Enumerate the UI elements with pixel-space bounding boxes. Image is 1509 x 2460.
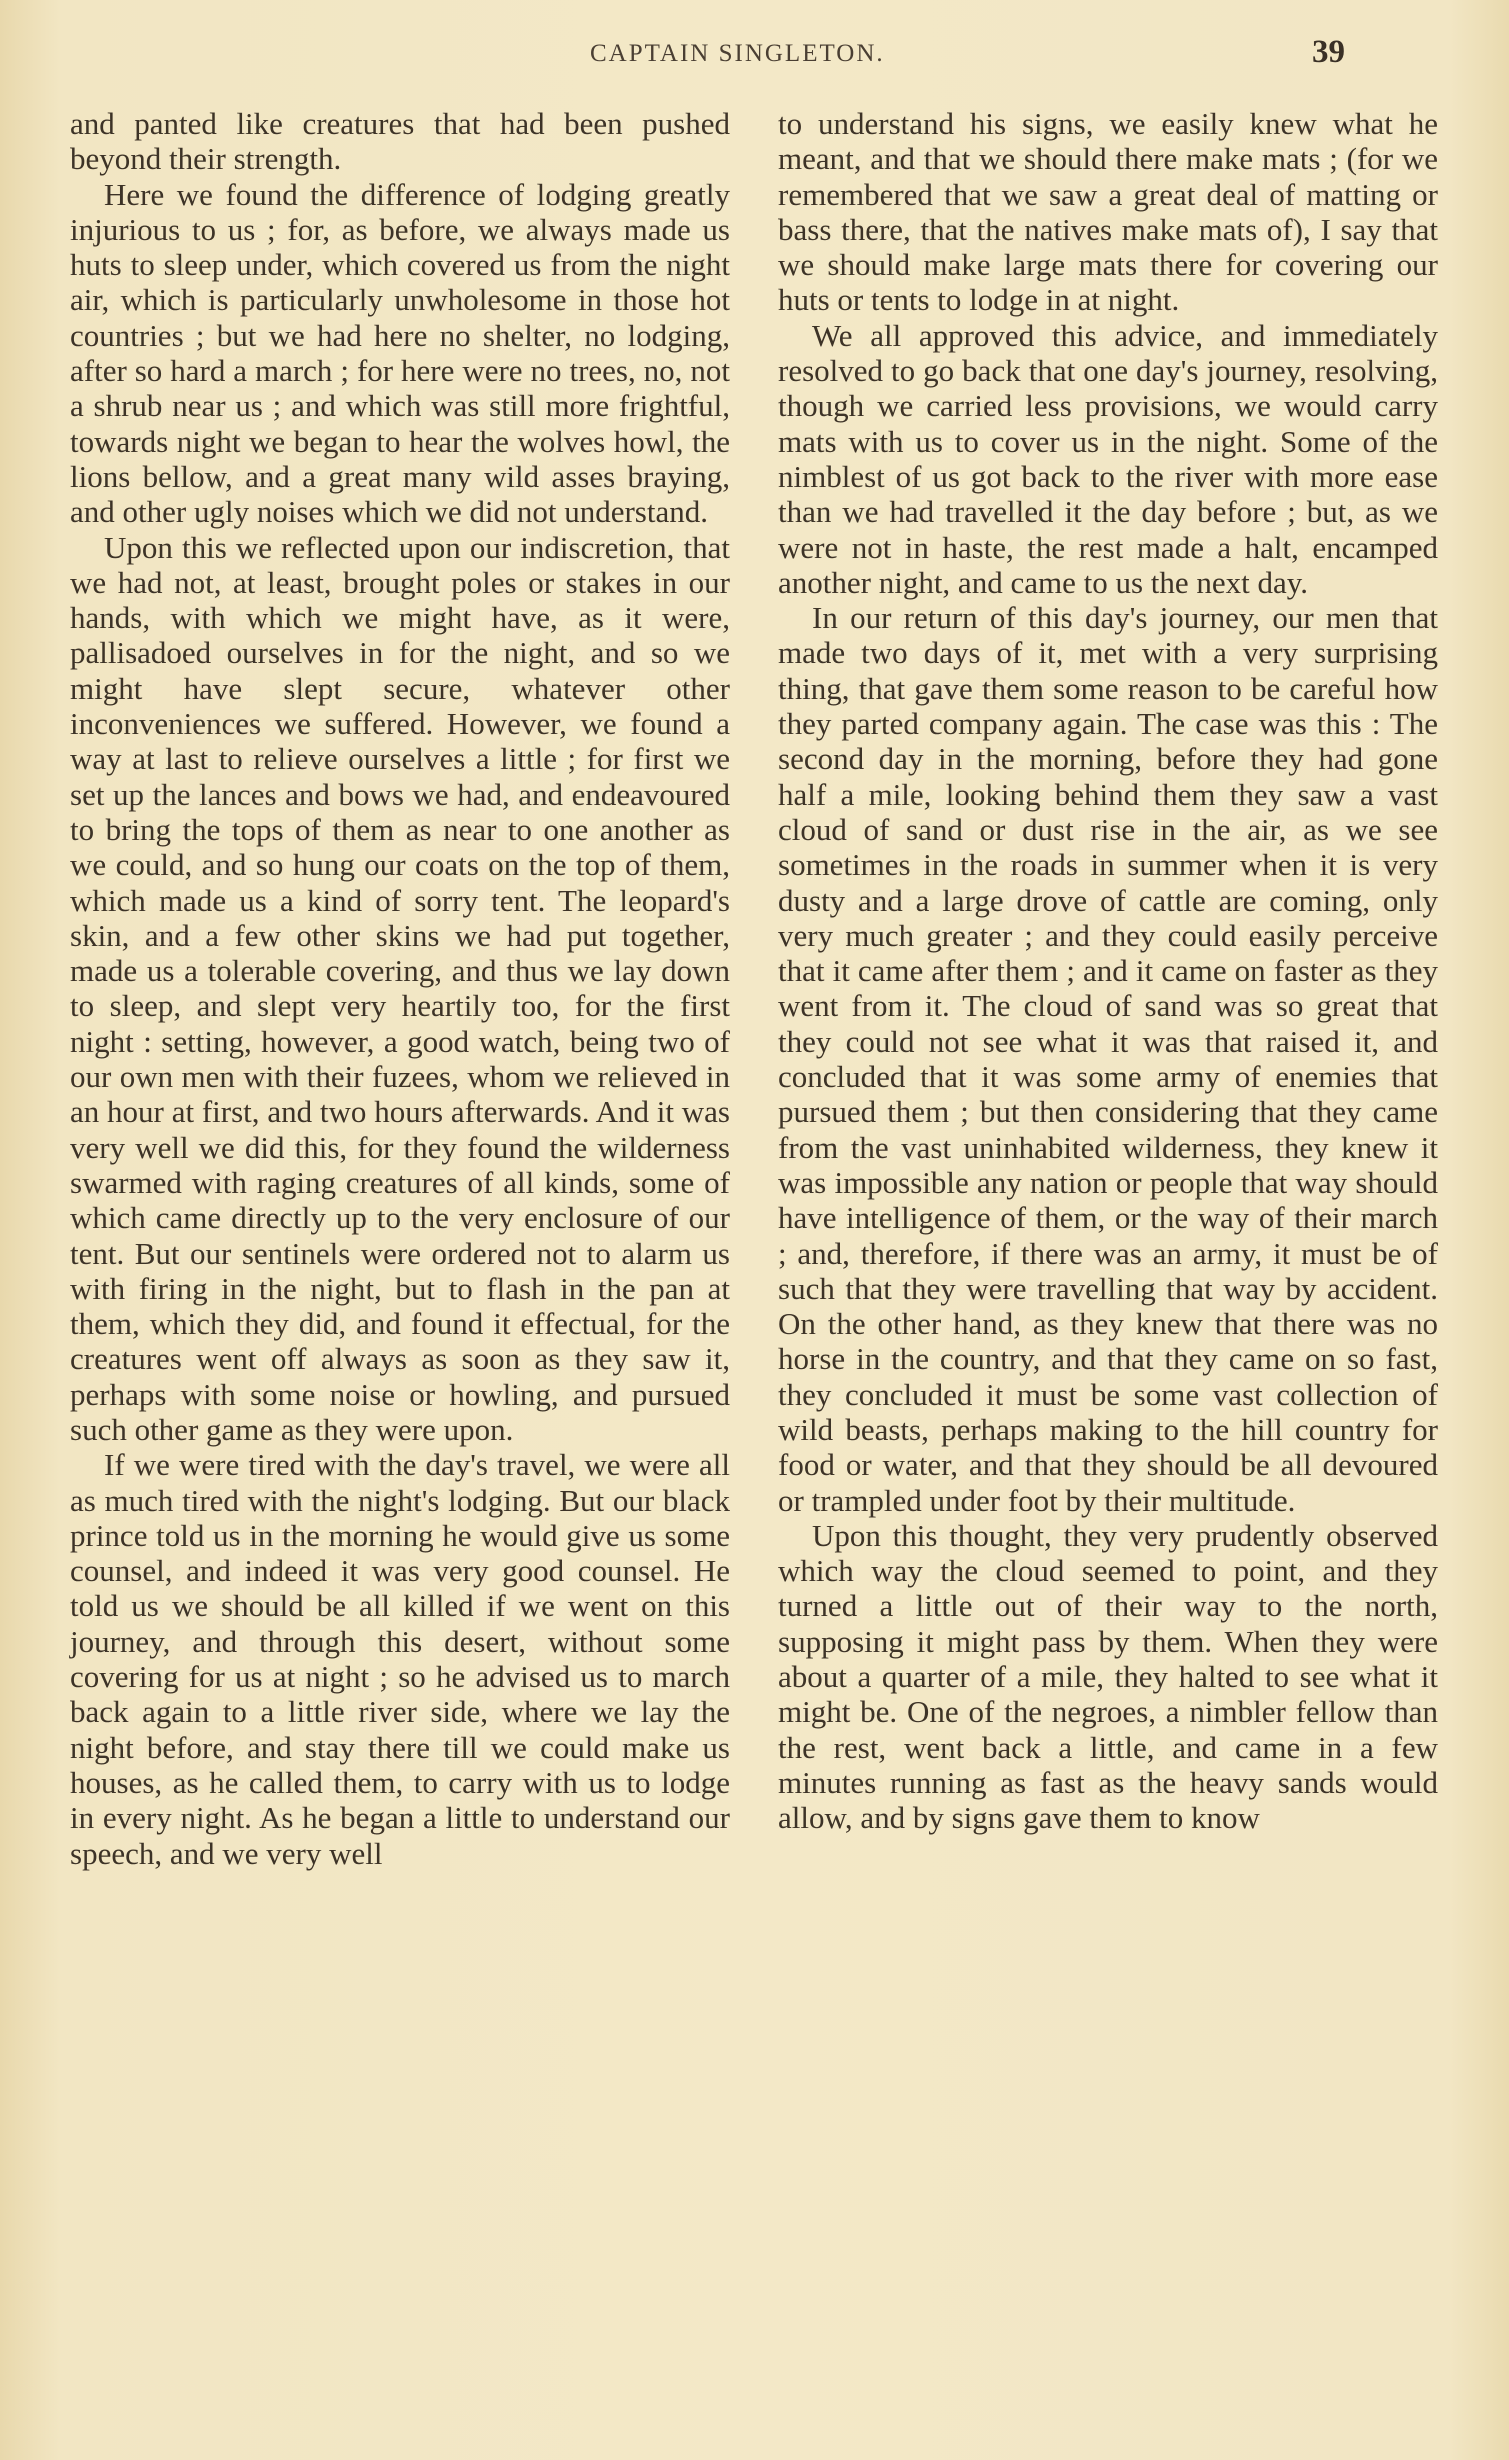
page-number: 39 [1312, 34, 1345, 70]
running-head [0, 34, 1509, 74]
paragraph: to understand his signs, we easily knew what he meant, and that we should there make mats ; (for we remembered that we saw a great deal of matting or bass there, that the natives make mats of), I say that we should make large mats there for covering our huts or tents to lodge in at night. [778, 106, 1438, 318]
running-title: CAPTAIN SINGLETON. [590, 40, 885, 67]
paragraph: and panted like creatures that had been pushed beyond their strength. [70, 106, 730, 177]
paragraph: Upon this we reflected upon our indiscretion, that we had not, at least, brought poles or stakes in our hands, with which we might have, as it were, pallisadoed ourselves in for the night, and so we might have slept secure, whatever other inconveniences we suffered. However, we found a way at last to relieve ourselves a little ; for first we set up the lances and bows we had, and endeavoured to bring the tops of them as near to one another as we could, and so hung our coats on the top of them, which made us a kind of sorry tent. The leopard's skin, and a few other skins we had put together, made us a tolerable covering, and thus we lay down to sleep, and slept very heartily too, for the first night : setting, however, a good watch, being two of our own men with their fuzees, whom we relieved in an hour at first, and two hours afterwards. And it was very well we did this, for they found the wilderness swarmed with raging creatures of all kinds, some of which came directly up to the very enclosure of our tent. But our sentinels were ordered not to alarm us with firing in the night, but to flash in the pan at them, which they did, and found it effectual, for the creatures went off always as soon as they saw it, perhaps with some noise or howling, and pursued such other game as they were upon. [70, 529, 730, 1447]
paragraph: Here we found the difference of lodging greatly injurious to us ; for, as before, we always made us huts to sleep under, which covered us from the night air, which is particularly unwholesome in those hot countries ; but we had here no shelter, no lodging, after so hard a march ; for here were no trees, no, not a shrub near us ; and which was still more frightful, towards night we began to hear the wolves howl, the lions bellow, and a great many wild asses braying, and other ugly noises which we did not understand. [70, 176, 730, 530]
paragraph: If we were tired with the day's travel, we were all as much tired with the night's lodging. But our black prince told us in the morning he would give us some counsel, and indeed it was very good counsel. He told us we should be all killed if we went on this journey, and through this desert, without some covering for us at night ; so he advised us to march back again to a little river side, where we lay the night before, and stay there till we could make us houses, as he called them, to carry with us to lodge in every night. As he began a little to understand our speech, and we very well [70, 1447, 730, 1871]
paragraph: We all approved this advice, and immediately resolved to go back that one day's journey, resolving, though we carried less provisions, we would carry mats with us to cover us in the night. Some of the nimblest of us got back to the river with more ease than we had travelled it the day before ; but, as we were not in haste, the rest made a halt, encamped another night, and came to us the next day. [778, 317, 1438, 600]
paragraph: Upon this thought, they very prudently observed which way the cloud seemed to point, and they turned a little out of their way to the north, supposing it might pass by them. When they were about a quarter of a mile, they halted to see what it might be. One of the negroes, a nimbler fellow than the rest, went back a little, and came in a few minutes running as fast as the heavy sands would allow, and by signs gave them to know [778, 1517, 1438, 1836]
paragraph: In our return of this day's journey, our men that made two days of it, met with a very surprising thing, that gave them some reason to be careful how they parted company again. The case was this : The second day in the morning, before they had gone half a mile, looking behind them they saw a vast cloud of sand or dust rise in the air, as we see sometimes in the roads in summer when it is very dusty and a large drove of cattle are coming, only very much greater ; and they could easily perceive that it came after them ; and it came on faster as they went from it. The cloud of sand was so great that they could not see what it was that raised it, and concluded that it was some army of enemies that pursued them ; but then considering that they came from the vast uninhabited wilderness, they knew it was impossible any nation or people that way should have intelligence of them, or the way of their march ; and, therefore, if there was an army, it must be of such that they were travelling that way by accident. On the other hand, as they knew that there was no horse in the country, and that they came on so fast, they concluded it must be some vast collection of wild beasts, perhaps making to the hill country for food or water, and that they should be all devoured or trampled under foot by their multitude. [778, 600, 1438, 1518]
left-column [70, 106, 730, 1871]
right-column [778, 106, 1438, 1836]
